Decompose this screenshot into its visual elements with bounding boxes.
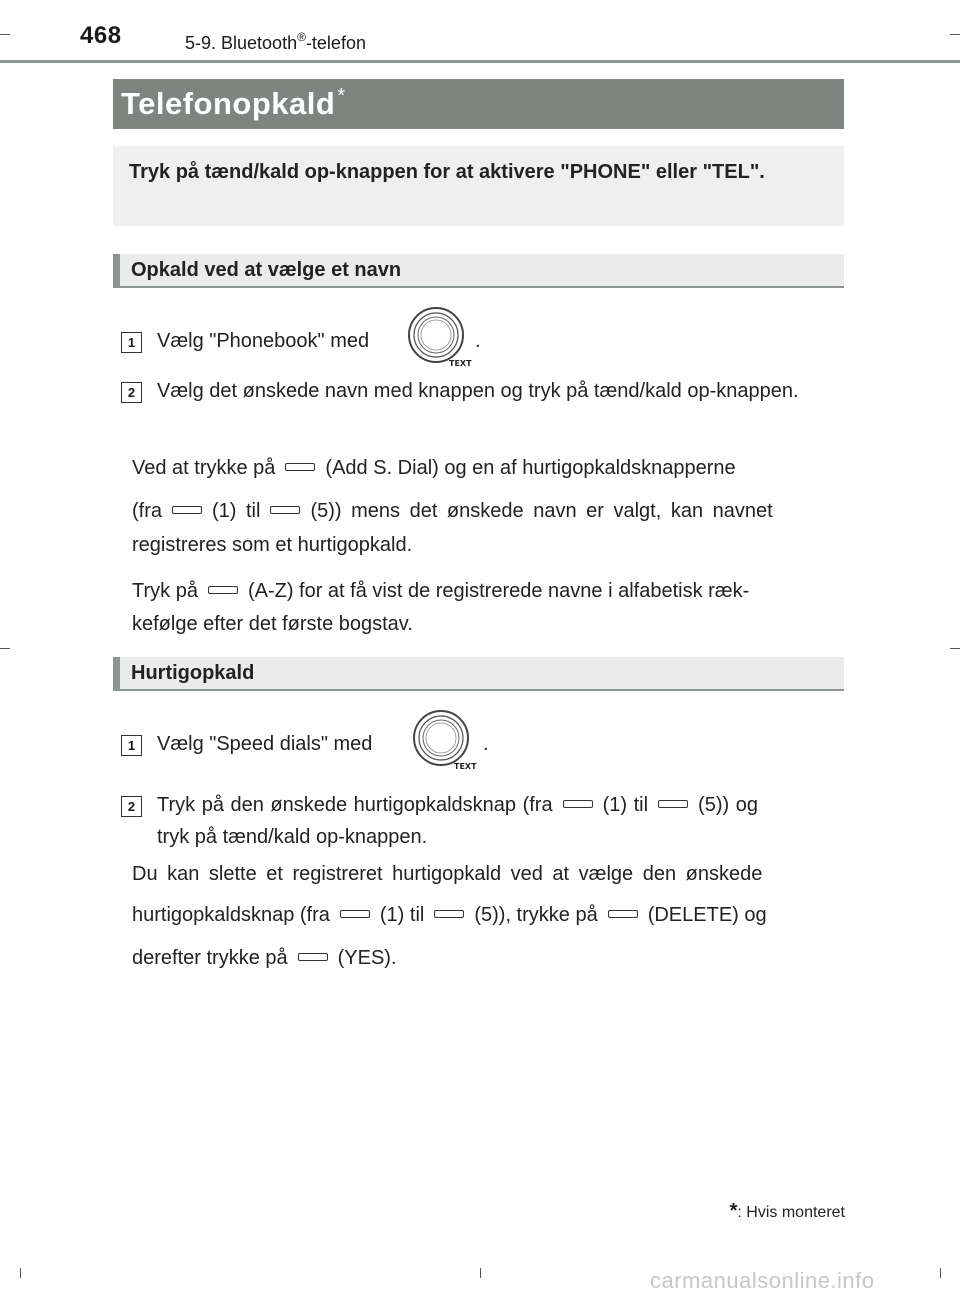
note-delete-line1: Du kan slette et registreret hurtigopkald ved at vælge den ønskede	[132, 863, 763, 885]
button-icon	[608, 910, 638, 918]
step-number-2: 2	[121, 382, 142, 403]
crop-mark	[940, 1268, 941, 1278]
intro-text: Tryk på tænd/kald op-knappen for at aktivere "PHONE" eller "TEL".	[129, 161, 765, 183]
button-icon	[285, 463, 315, 471]
note-delete-line3: derefter trykke på (YES).	[132, 947, 397, 969]
button-icon	[340, 910, 370, 918]
button-icon	[270, 506, 300, 514]
asterisk-icon: *	[729, 1200, 738, 1222]
button-icon	[658, 800, 688, 808]
section-reference: 5-9. Bluetooth®-telefon	[185, 30, 366, 53]
note-delete-line2: hurtigopkaldsknap (fra (1) til (5)), trykke på (DELETE) og	[132, 904, 767, 926]
step-number-1: 1	[121, 735, 142, 756]
note-add-speed-dial-line2: (fra (1) til (5)) mens det ønskede navn er valgt, kan navnet	[132, 500, 773, 522]
note-add-speed-dial-line1: Ved at trykke på (Add S. Dial) og en af hurtigopkaldsknapperne	[132, 457, 736, 479]
note-az-line2: kefølge efter det første bogstav.	[132, 613, 413, 635]
crop-mark	[950, 648, 960, 649]
crop-mark	[480, 1268, 481, 1278]
speed-step-2-line2: tryk på tænd/kald op-knappen.	[157, 826, 428, 848]
button-icon	[172, 506, 202, 514]
header-rule	[0, 60, 960, 63]
crop-mark	[0, 34, 10, 35]
subheading-name-dial: Opkald ved at vælge et navn	[131, 259, 402, 281]
button-icon	[298, 953, 328, 961]
note-az-line1: Tryk på (A-Z) for at få vist de registrerede navne i alfabetisk ræk-	[132, 580, 750, 602]
knob-label: TEXT	[454, 762, 477, 771]
speed-step-1-text: Vælg "Speed dials" med	[157, 733, 373, 755]
step-number-2: 2	[121, 796, 142, 817]
watermark: carmanualsonline.info	[650, 1268, 875, 1293]
footnote: *: Hvis monteret	[729, 1200, 845, 1222]
step-number-1: 1	[121, 332, 142, 353]
crop-mark	[20, 1268, 21, 1278]
page-number: 468	[80, 22, 122, 49]
title-asterisk: *	[337, 85, 346, 107]
speed-step-2-line1: Tryk på den ønskede hurtigopkaldsknap (fra (1) til (5)) og	[157, 794, 758, 816]
tune-knob-icon	[405, 306, 475, 366]
step-1-text: Vælg "Phonebook" med	[157, 330, 370, 352]
crop-mark	[0, 648, 10, 649]
button-icon	[208, 586, 238, 594]
crop-mark	[950, 34, 960, 35]
button-icon	[563, 800, 593, 808]
subheading-speed-dial: Hurtigopkald	[131, 662, 255, 684]
button-icon	[434, 910, 464, 918]
speed-step-1-period: .	[483, 733, 489, 755]
step-2-text: Vælg det ønskede navn med knappen og tryk på tænd/kald op-knappen.	[157, 380, 799, 402]
knob-label: TEXT	[449, 359, 472, 368]
step-1-period: .	[475, 330, 481, 352]
page-title: Telefonopkald *	[121, 85, 346, 121]
tune-knob-icon	[410, 709, 480, 769]
note-add-speed-dial-line3: registreres som et hurtigopkald.	[132, 534, 413, 556]
